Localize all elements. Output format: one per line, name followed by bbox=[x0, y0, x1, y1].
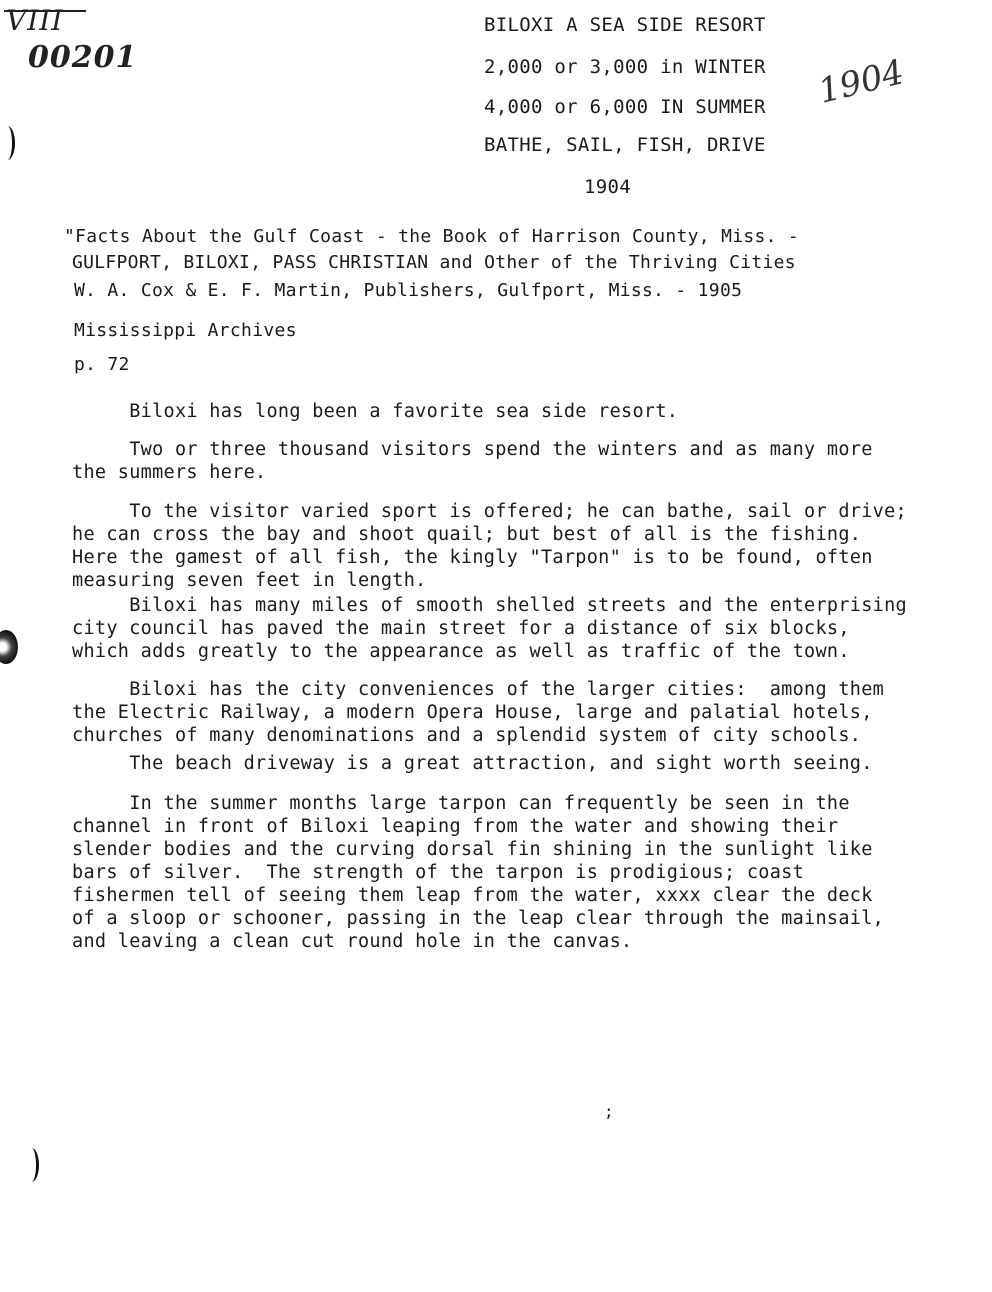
header-year: 1904 bbox=[584, 176, 631, 198]
text-line: and leaving a clean cut round hole in the canvas. bbox=[72, 931, 633, 952]
text-line: The beach driveway is a great attraction, and sight worth seeing. bbox=[72, 753, 873, 774]
text-line: measuring seven feet in length. bbox=[72, 570, 427, 591]
text-line: Biloxi has many miles of smooth shelled streets and the enterprising bbox=[72, 595, 907, 616]
citation-page: p. 72 bbox=[74, 354, 130, 375]
text-line: Here the gamest of all fish, the kingly "Tarpon" is to be found, often bbox=[72, 547, 873, 568]
citation-line: GULFPORT, BILOXI, PASS CHRISTIAN and Other of the Thriving Cities bbox=[72, 252, 796, 273]
text-line: Two or three thousand visitors spend the winters and as many more bbox=[72, 439, 873, 460]
text-line: bars of silver. The strength of the tarpon is prodigious; coast bbox=[72, 862, 805, 883]
punch-hole-bottom bbox=[24, 1148, 39, 1182]
paragraph bbox=[72, 438, 873, 484]
document-number: 00201 bbox=[28, 40, 138, 75]
text-line: the Electric Railway, a modern Opera House, large and palatial hotels, bbox=[72, 702, 873, 723]
paragraph bbox=[72, 594, 907, 663]
header-activities-line: BATHE, SAIL, FISH, DRIVE bbox=[484, 134, 766, 156]
text-line: city council has paved the main street for a distance of six blocks, bbox=[72, 618, 850, 639]
text-line: slender bodies and the curving dorsal fin shining in the sunlight like bbox=[72, 839, 873, 860]
paragraph bbox=[72, 400, 678, 423]
citation-line: "Facts About the Gulf Coast - the Book of Harrison County, Miss. - bbox=[64, 226, 800, 247]
header-title: BILOXI A SEA SIDE RESORT bbox=[484, 14, 766, 36]
stray-mark: ; bbox=[604, 1102, 614, 1121]
citation-archive: Mississippi Archives bbox=[74, 320, 297, 341]
text-line: the summers here. bbox=[72, 462, 267, 483]
text-line: churches of many denominations and a splendid system of city schools. bbox=[72, 725, 862, 746]
text-line: of a sloop or schooner, passing in the leap clear through the mainsail, bbox=[72, 908, 885, 929]
header-winter-line: 2,000 or 3,000 in WINTER bbox=[484, 56, 766, 78]
text-line: fishermen tell of seeing them leap from the water, xxxx clear the deck bbox=[72, 885, 873, 906]
text-line: Biloxi has long been a favorite sea side resort. bbox=[72, 401, 679, 422]
paragraph bbox=[72, 500, 907, 592]
text-line: he can cross the bay and shoot quail; but best of all is the fishing. bbox=[72, 524, 862, 545]
citation-line: W. A. Cox & E. F. Martin, Publishers, Gulfport, Miss. - 1905 bbox=[74, 280, 743, 301]
text-line: Biloxi has the city conveniences of the larger cities: among them bbox=[72, 679, 885, 700]
handwritten-year-note: 1904 bbox=[814, 52, 909, 112]
paragraph bbox=[72, 678, 884, 747]
paragraph bbox=[72, 792, 884, 953]
punch-hole-top bbox=[0, 126, 15, 160]
text-line: In the summer months large tarpon can frequently be seen in the bbox=[72, 793, 850, 814]
punch-hole-middle bbox=[0, 630, 18, 664]
header-summer-line: 4,000 or 6,000 IN SUMMER bbox=[484, 96, 766, 118]
text-line: To the visitor varied sport is offered; he can bathe, sail or drive; bbox=[72, 501, 907, 522]
text-line: which adds greatly to the appearance as well as traffic of the town. bbox=[72, 641, 850, 662]
roman-numeral-mark: VIII bbox=[6, 4, 64, 37]
paragraph bbox=[72, 752, 873, 775]
text-line: channel in front of Biloxi leaping from the water and showing their bbox=[72, 816, 839, 837]
